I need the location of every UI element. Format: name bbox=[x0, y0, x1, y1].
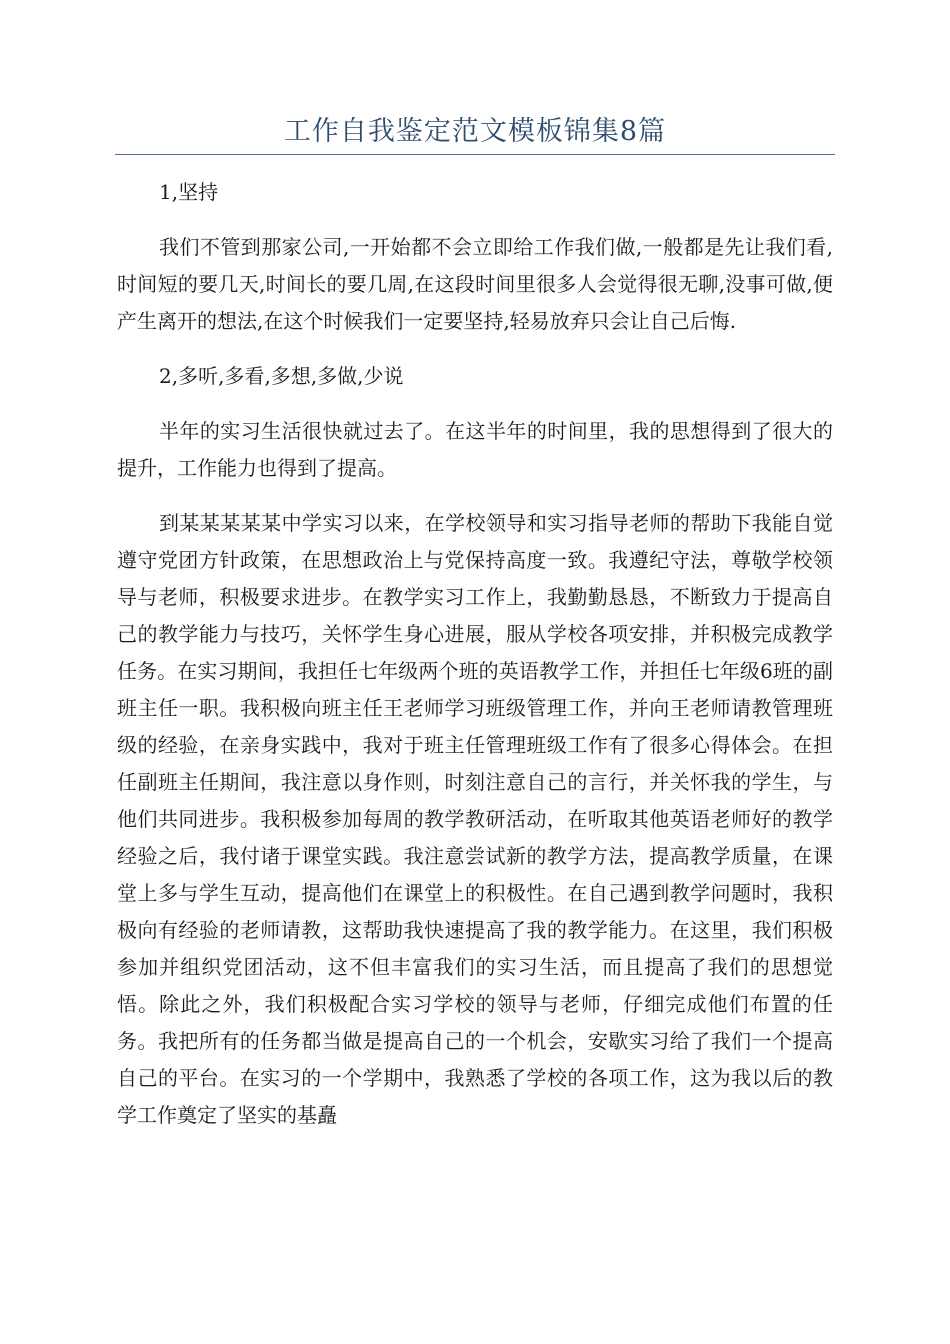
section-heading-2: 2,多听,多看,多想,多做,少说 bbox=[159, 364, 404, 388]
section-heading-1: 1,坚持 bbox=[159, 180, 219, 204]
document-title: 工作自我鉴定范文模板锦集8篇 bbox=[283, 116, 667, 147]
paragraph-1: 我们不管到那家公司,一开始都不会立即给工作我们做,一般都是先让我们看,时间短的要几天,时间长的要几周,在这段时间里很多人会觉得很无聊,没事可做,便产生离开的想法,在这个时候我们一定要坚持,轻易放弃只会让自己后悔. bbox=[117, 235, 833, 333]
paragraph-3: 到某某某某某中学实习以来，在学校领导和实习指导老师的帮助下我能自觉遵守党团方针政策，在思想政治上与党保持高度一致。我遵纪守法，尊敬学校领导与老师，积极要求进步。在教学实习工作上，我勤勤恳恳，不断致力于提高自己的教学能力与技巧，关怀学生身心进展，服从学校各项安排，并积极完成教学任务。在实习期间，我担任七年级两个班的英语教学工作，并担任七年级6班的副班主任一职。我积极向班主任王老师学习班级管理工作，并向王老师请教管理班级的经验，在亲身实践中，我对于班主任管理班级工作有了很多心得体会。在担任副班主任期间，我注意以身作则，时刻注意自己的言行，并关怀我的学生，与他们共同进步。我积极参加每周的教学教研活动，在听取其他英语老师好的教学经验之后，我付诸于课堂实践。我注意尝试新的教学方法，提高教学质量，在课堂上多与学生互动，提高他们在课堂上的积极性。在自己遇到教学问题时，我积极向有经验的老师请教，这帮助我快速提高了我的教学能力。在这里，我们积极参加并组织党团活动，这不但丰富我们的实习生活，而且提高了我们的思想觉悟。除此之外，我们积极配合实习学校的领导与老师，仔细完成他们布置的任务。我把所有的任务都当做是提高自己的一个机会，安歇实习给了我们一个提高自己的平台。在实习的一个学期中，我熟悉了学校的各项工作，这为我以后的教学工作奠定了坚实的基矗 bbox=[117, 511, 833, 1127]
document-body bbox=[117, 174, 833, 1152]
title-underline bbox=[115, 154, 835, 155]
paragraph-2: 半年的实习生活很快就过去了。在这半年的时间里，我的思想得到了很大的提升，工作能力也得到了提高。 bbox=[117, 419, 833, 480]
